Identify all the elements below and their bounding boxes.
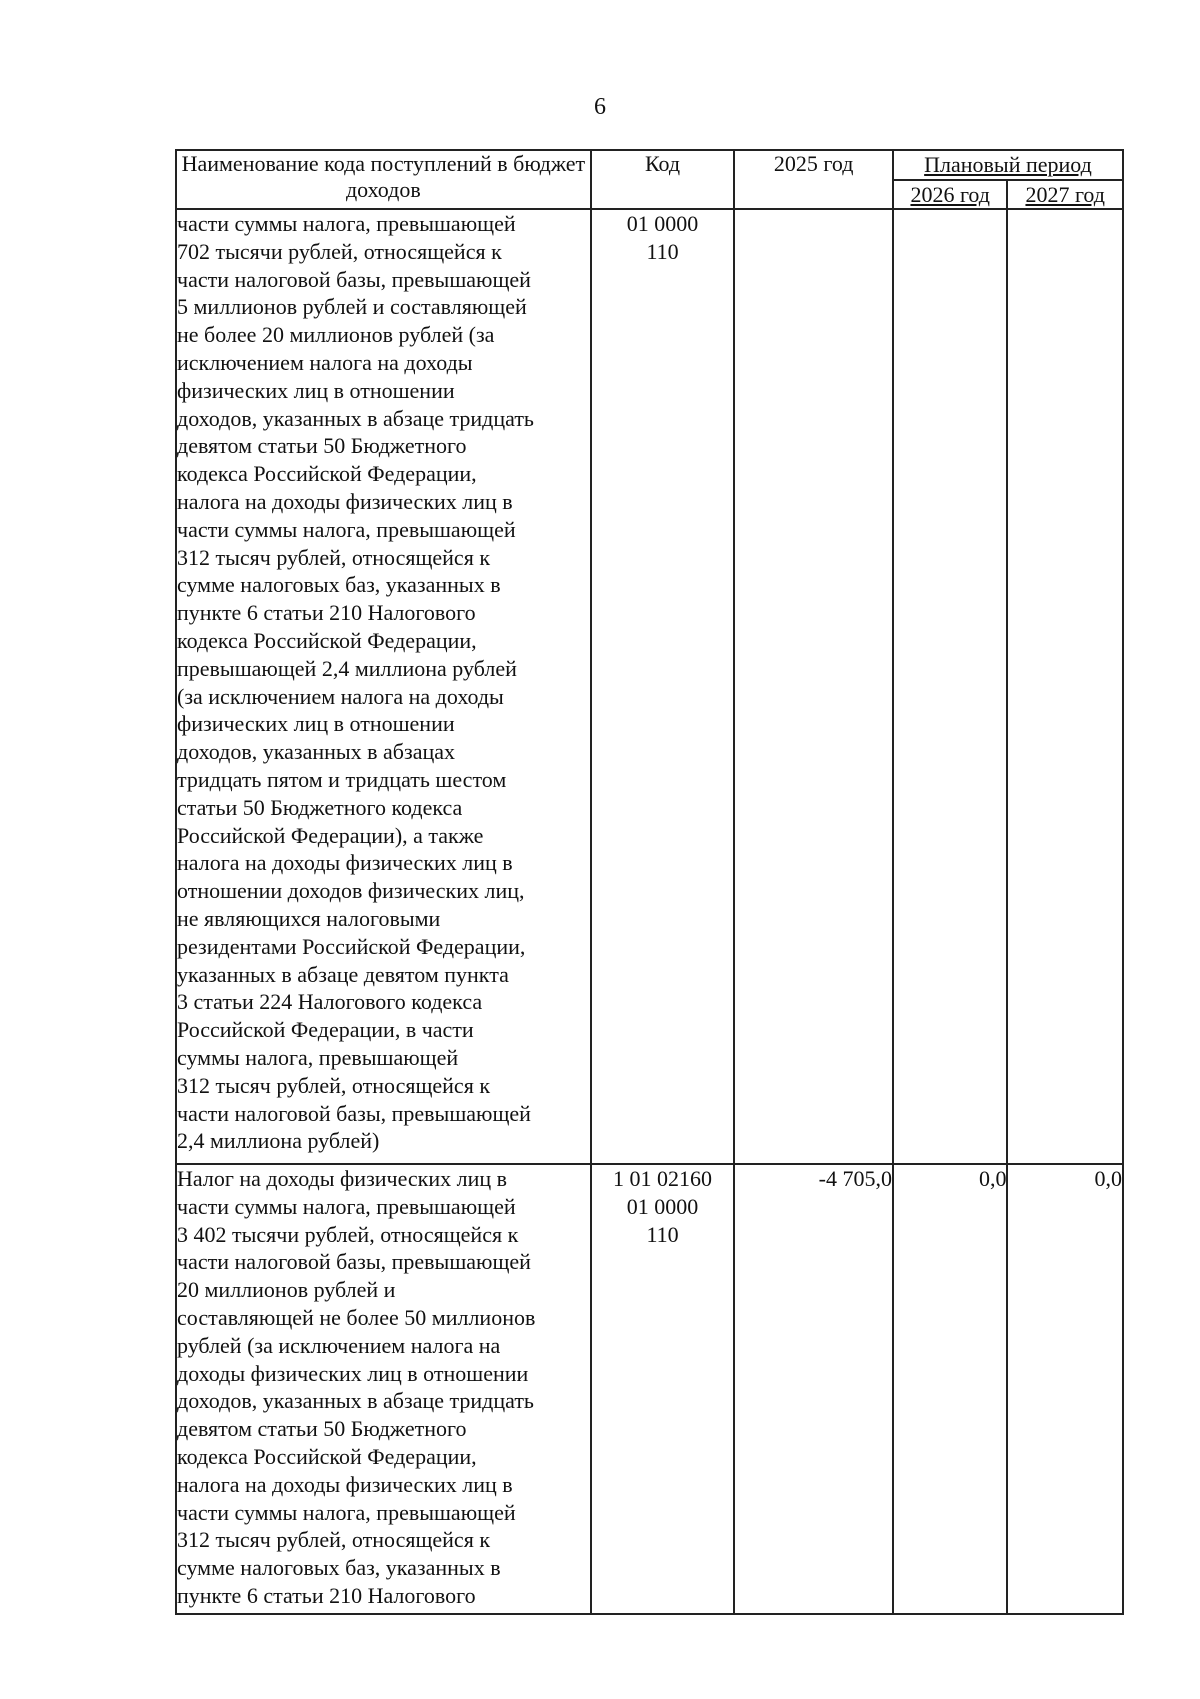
header-code: Код: [591, 150, 735, 209]
row-code-cell: 01 0000 110: [591, 209, 735, 1164]
row-2025-cell: [734, 209, 893, 1164]
row-code-cell: 1 01 02160 01 0000 110: [591, 1164, 735, 1614]
row-2026-cell: [893, 209, 1007, 1164]
row-2025-cell: -4 705,0: [734, 1164, 893, 1614]
table-row: [176, 209, 1123, 1164]
table-row: [176, 1164, 1123, 1614]
row-name-cell: части суммы налога, превышающей 702 тысячи рублей, относящейся к части налоговой базы, превышающей 5 миллионов рублей и составляющей не более 20 миллионов рублей (за исключением налога на доходы физических лиц в отношении доходов, указанных в абзаце тридцать девятом статьи 50 Бюджетного кодекса Российской Федерации, налога на доходы физических лиц в части суммы налога, превышающей 312 тысяч рублей, относящейся к сумме налоговых баз, указанных в пункте 6 статьи 210 Налогового кодекса Российской Федерации, превышающей 2,4 миллиона рублей (за исключением налога на доходы физических лиц в отношении доходов, указанных в абзацах тридцать пятом и тридцать шестом статьи 50 Бюджетного кодекса Российской Федерации), а также налога на доходы физических лиц в отношении доходов физических лиц, не являющихся налоговыми резидентами Российской Федерации, указанных в абзаце девятом пункта 3 статьи 224 Налогового кодекса Российской Федерации, в части суммы налога, превышающей 312 тысяч рублей, относящейся к части налоговой базы, превышающей 2,4 миллиона рублей): [176, 209, 591, 1164]
row-2026-cell: 0,0: [893, 1164, 1007, 1614]
row-2027-cell: 0,0: [1007, 1164, 1123, 1614]
budget-revenue-table: [175, 149, 1124, 1615]
row-2027-cell: [1007, 209, 1123, 1164]
header-planning-period: Плановый период: [893, 150, 1123, 180]
header-name: Наименование кода поступлений в бюджет доходов: [176, 150, 591, 209]
page-number: 6: [594, 94, 606, 120]
header-year-2025: 2025 год: [734, 150, 893, 209]
header-year-2026: 2026 год: [893, 180, 1007, 209]
header-year-2027: 2027 год: [1007, 180, 1123, 209]
row-name-cell: Налог на доходы физических лиц в части суммы налога, превышающей 3 402 тысячи рублей, относящейся к части налоговой базы, превышающей 20 миллионов рублей и составляющей не более 50 миллионов рублей (за исключением налога на доходы физических лиц в отношении доходов, указанных в абзаце тридцать девятом статьи 50 Бюджетного кодекса Российской Федерации, налога на доходы физических лиц в части суммы налога, превышающей 312 тысяч рублей, относящейся к сумме налоговых баз, указанных в пункте 6 статьи 210 Налогового: [176, 1164, 591, 1614]
